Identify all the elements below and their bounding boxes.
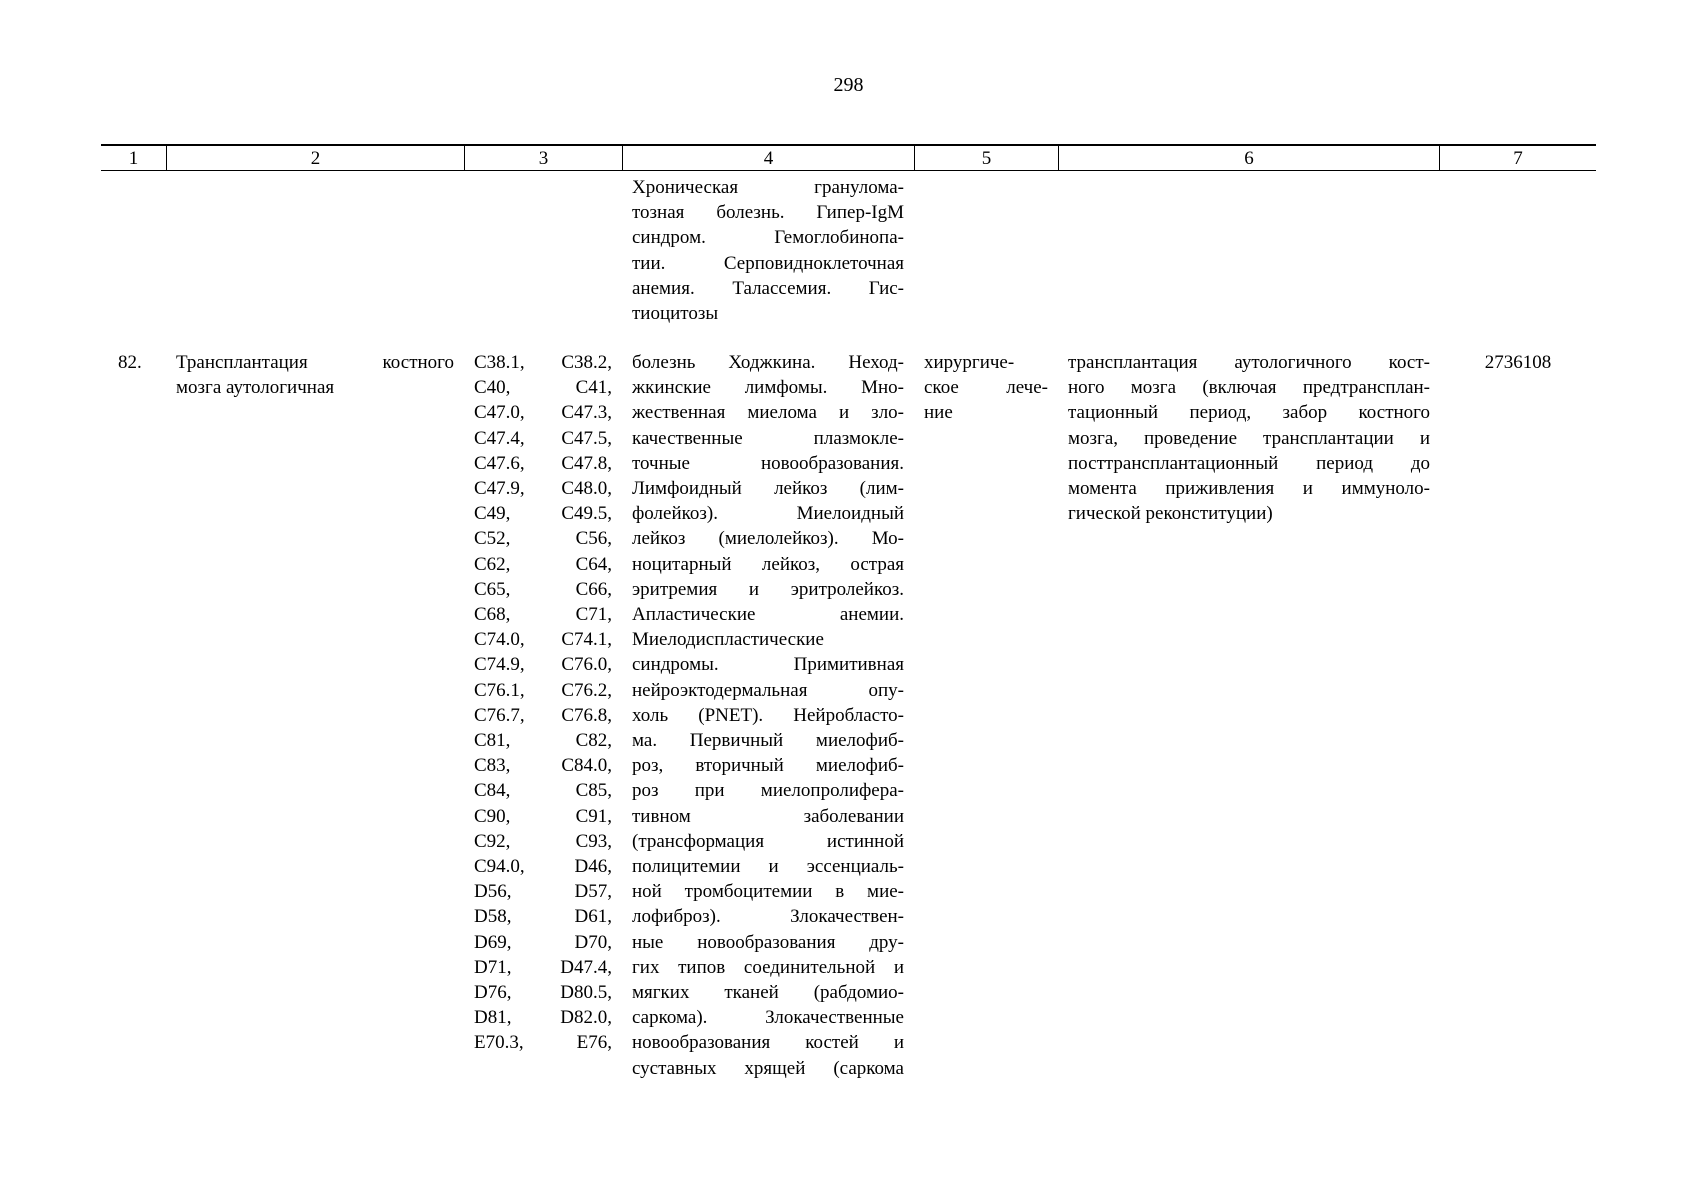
header-col-5: 5 [981, 148, 992, 169]
code-row [474, 426, 612, 451]
header-col-7: 7 [1513, 148, 1523, 169]
code-row [474, 400, 612, 425]
text-line: посттрансплантационный период до [1068, 452, 1430, 474]
header-col-6: 6 [1244, 148, 1254, 169]
text-line: трансплантация аутологичного кост- [1068, 352, 1430, 373]
icd-code: C47.9, [474, 478, 525, 500]
page-number: 298 [833, 74, 864, 96]
icd-code: C52, [474, 528, 511, 550]
icd-code: C81, [474, 730, 511, 752]
treatment-method-cell [1068, 350, 1430, 526]
icd-code: C48.0, [561, 478, 612, 500]
text-line: мозга аутологичная [176, 377, 335, 399]
code-row [474, 1005, 612, 1030]
icd-code: C47.3, [561, 402, 612, 424]
icd-code: D82.0, [560, 1007, 612, 1029]
code-row [474, 577, 612, 602]
text-line: тивном заболевании [632, 805, 904, 827]
code-row [474, 955, 612, 980]
icd-code: D57, [574, 881, 612, 903]
text-line: качественные плазмокле- [632, 427, 904, 449]
text-line: ные новообразования дру- [632, 931, 904, 953]
code-row [474, 980, 612, 1005]
code-row [474, 904, 612, 929]
text-line: гих типов соединительной и [632, 956, 904, 978]
header-col-4: 4 [763, 148, 774, 169]
icd-code: C49, [474, 503, 511, 525]
icd-code: C84, [474, 780, 511, 802]
text-line: фолейкоз). Миелоидный [632, 503, 904, 525]
icd-code: C85, [575, 780, 612, 802]
icd-code: D47.4, [560, 956, 612, 978]
icd-code: C74.0, [474, 629, 525, 651]
text-line: полицитемии и эссенциаль- [632, 856, 904, 878]
diagnosis-cell [632, 350, 904, 1081]
icd-code: C68, [474, 604, 511, 626]
text-line: болезнь Ходжкина. Неход- [632, 352, 904, 373]
text-line: эритремия и эритролейкоз. [632, 578, 904, 600]
text-line: саркома). Злокачественные [632, 1007, 904, 1029]
code-row [474, 678, 612, 703]
icd-code: D69, [474, 931, 512, 953]
icd-code: C47.8, [561, 452, 612, 474]
continuation-diagnosis-cell [632, 175, 904, 326]
code-row [474, 930, 612, 955]
cost-value: 2736108 [1484, 352, 1552, 373]
icd-code: C41, [575, 377, 612, 399]
code-row [474, 652, 612, 677]
icd-code: C74.1, [561, 629, 612, 651]
icd-code: C47.0, [474, 402, 525, 424]
code-row [474, 804, 612, 829]
icd-code: C47.6, [474, 452, 525, 474]
treatment-type-cell [924, 350, 1048, 426]
icd-code: D58, [474, 906, 512, 928]
icd-code: D70, [574, 931, 612, 953]
code-row [474, 501, 612, 526]
text-line: точные новообразования. [632, 452, 904, 474]
text-line: жественная миелома и зло- [632, 402, 904, 424]
code-row [474, 451, 612, 476]
text-line: ной тромбоцитемии в мие- [632, 881, 904, 903]
icd-code: C90, [474, 805, 511, 827]
text-line: холь (PNET). Нейробласто- [632, 704, 904, 726]
icd-code: C38.2, [561, 352, 612, 373]
code-row [474, 778, 612, 803]
table-header-bottom-rule [101, 170, 1596, 171]
text-line: роз, вторичный миелофиб- [632, 755, 904, 777]
code-row [474, 526, 612, 551]
code-row [474, 753, 612, 778]
code-row [474, 728, 612, 753]
text-line: момента приживления и иммуноло- [1068, 478, 1430, 500]
code-row [474, 552, 612, 577]
text-line: жкинские лимфомы. Мно- [632, 377, 904, 399]
icd-code: C91, [575, 805, 612, 827]
code-row [474, 375, 612, 400]
icd-code: E76, [576, 1032, 612, 1054]
icd-code: D81, [474, 1007, 512, 1029]
code-row [474, 854, 612, 879]
code-row [474, 627, 612, 652]
icd-code: C65, [474, 578, 511, 600]
text-line: Хроническая гранулома- [632, 177, 904, 198]
text-line: роз при миелопролифера- [632, 780, 904, 802]
icd-code: C74.9, [474, 654, 525, 676]
row-number: 82. [118, 352, 142, 373]
text-line: (трансформация истинной [632, 830, 904, 852]
icd-code: C38.1, [474, 352, 525, 373]
icd-code: C83, [474, 755, 511, 777]
icd-code: C76.2, [561, 679, 612, 701]
icd-code: C93, [575, 830, 612, 852]
code-row [474, 829, 612, 854]
text-line: Апластические анемии. [632, 604, 904, 626]
text-line: гической реконституции) [1068, 503, 1273, 525]
text-line: синдром. Гемоглобинопа- [632, 227, 904, 249]
icd-code: C56, [575, 528, 612, 550]
text-line: ного мозга (включая предтрансплан- [1068, 377, 1430, 399]
icd-code: D76, [474, 982, 512, 1004]
procedure-name-cell [176, 350, 454, 400]
header-col-3: 3 [538, 148, 549, 169]
icd-code: D61, [574, 906, 612, 928]
icd-code: C62, [474, 553, 511, 575]
code-row [474, 703, 612, 728]
icd-code: C40, [474, 377, 511, 399]
icd-code: D80.5, [560, 982, 612, 1004]
text-line: нейроэктодермальная опу- [632, 679, 904, 701]
icd-code: C76.1, [474, 679, 525, 701]
icd-code: C92, [474, 830, 511, 852]
icd-code: C64, [575, 553, 612, 575]
text-line: синдромы. Примитивная [632, 654, 904, 676]
icd-code: E70.3, [474, 1032, 524, 1054]
code-row [474, 602, 612, 627]
text-line: ское лече- [924, 377, 1048, 399]
icd-code: C66, [575, 578, 612, 600]
text-line: суставных хрящей (саркома [632, 1057, 904, 1079]
code-row [474, 476, 612, 501]
icd-code: C84.0, [561, 755, 612, 777]
text-line: анемия. Талассемия. Гис- [632, 277, 904, 299]
text-line: лофиброз). Злокачествен- [632, 906, 904, 928]
text-line: Лимфоидный лейкоз (лим- [632, 478, 904, 500]
icd-code: C82, [575, 730, 612, 752]
text-line: тиоцитозы [632, 303, 719, 325]
header-col-2: 2 [310, 148, 321, 169]
text-line: тии. Серповидноклеточная [632, 252, 904, 274]
icd-code: C47.5, [561, 427, 612, 449]
table-top-rule [101, 144, 1596, 146]
text-line: Трансплантация костного [176, 352, 454, 373]
icd-code: D71, [474, 956, 512, 978]
text-line: лейкоз (миелолейкоз). Мо- [632, 528, 904, 550]
icd-code: D56, [474, 881, 512, 903]
icd-codes-cell [474, 350, 612, 1056]
code-row [474, 350, 612, 375]
text-line: ма. Первичный миелофиб- [632, 730, 904, 752]
icd-code: D46, [574, 856, 612, 878]
code-row [474, 879, 612, 904]
text-line: хирургиче- [924, 352, 1015, 373]
icd-code: C49.5, [561, 503, 612, 525]
icd-code: C47.4, [474, 427, 525, 449]
text-line: тозная болезнь. Гипер-IgM [632, 202, 904, 224]
icd-code: C76.7, [474, 704, 525, 726]
icd-code: C94.0, [474, 856, 525, 878]
text-line: Миелодиспластические [632, 629, 824, 651]
text-line: тационный период, забор костного [1068, 402, 1430, 424]
header-col-1: 1 [128, 148, 139, 169]
icd-code: C71, [575, 604, 612, 626]
text-line: ноцитарный лейкоз, острая [632, 553, 904, 575]
code-row [474, 1030, 612, 1055]
icd-code: C76.0, [561, 654, 612, 676]
text-line: новообразования костей и [632, 1032, 904, 1054]
text-line: ние [924, 402, 953, 424]
text-line: мозга, проведение трансплантации и [1068, 427, 1430, 449]
icd-code: C76.8, [561, 704, 612, 726]
text-line: мягких тканей (рабдомио- [632, 982, 904, 1004]
